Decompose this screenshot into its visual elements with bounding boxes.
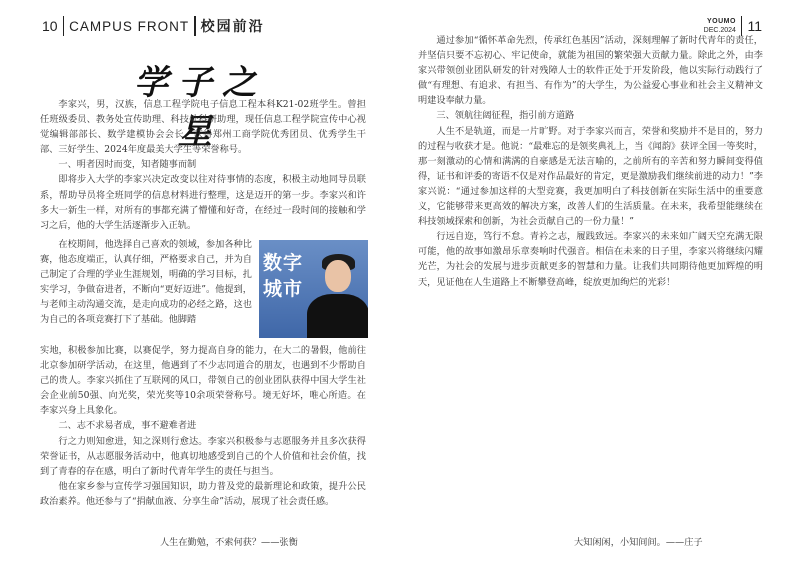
photo-sign [263, 250, 303, 302]
header-divider [63, 16, 65, 36]
paragraph: 人生不是轨道，而是一片旷野。对于李家兴而言，荣誉和奖励并不是目的，努力的过程与收获才是。他说：“最难忘的是领奖典礼上，当《闻韵》获评全国一等奖时，那一刻激动的心情和满满的自豪感是无法言喻的，之前所有的辛苦和努力瞬间变得值得，证书和评委的寄语不仅是对作品最好的肯定，更是激励我们继续前进的动力！”李家兴说：“通过参加这样的大型竞赛，我更加明白了科技创新在实际生活中的重要意义，它能够带来更高效的解决方案，改善人们的生活质量。在未来，我希望能继续在科技领域探索和创新，为社会贡献自己的一份力量！” [418, 125, 763, 228]
photo-sign-line: 数字 [263, 252, 304, 274]
article-title: 学子之星 [134, 63, 266, 152]
paragraph: 他在家乡参与宣传学习强国知识，助力普及党的最新理论和政策，提升公民政治素养。他还参与了“捐献血液、分享生命”活动，展现了社会责任感。 [40, 480, 366, 507]
issue-date: DEC.2024 [703, 27, 736, 34]
right-text [418, 33, 763, 290]
left-text-bottom [40, 343, 366, 509]
section-heading: 三、领航往阔征程，指引前方道路 [436, 110, 575, 122]
paragraph: 行远自迩，笃行不怠。青衿之志，履践致远。李家兴的未来如广阔天空充满无限可能，他的故事如激昂乐章奏响时代强音。相信在未来的日子里，李家兴将继续闪耀光芒，为社会的发展与进步贡献更多的智慧和力量。让我们共同期待他更加辉煌的明天，见证他在人生道路上不断攀登高峰，绽放更加绚烂的光彩！ [418, 231, 763, 288]
left-footer-quote: 人生在勤勉，不索何获？——张衡 [160, 537, 298, 548]
section-name-cn: 校园前沿 [200, 19, 265, 35]
paragraph: 李家兴，男，汉族，信息工程学院电子信息工程本科K21-02班学生。曾担任班级委员、教务处宣传助理、科技处科研助理，现任信息工程学院宣传中心视觉编辑部部长、数学建模协会会长。获得郑州工商学院优秀团员、优秀学生干部、三好学生、2024年度最美大学生等荣誉称号。 [40, 99, 366, 156]
section-name-en: CAMPUS FRONT [69, 18, 190, 34]
paragraph: 通过参加“循怀革命先烈，传承红色基因”活动，深刻理解了新时代青年的责任，并坚信只要不忘初心、牢记使命，就能为祖国的繁荣强大贡献力量。除此之外，由李家兴带领创业团队研发的针对残障人士的软件正处于开发阶段，他以实际行动践行了做“有理想、有追求、有担当、有作为”的大学生，为公益爱心事业和社会主义精神文明建设奉献力量。 [418, 35, 763, 107]
left-page-number: 10 [42, 18, 58, 34]
right-footer-quote: 大知闲闲，小知间间。——庄子 [574, 537, 703, 548]
paragraph: 在校期间，他选择自己喜欢的领域，参加各种比赛，他态度端正，认真仔细，严格要求自己，并为自己制定了合理的学业生涯规划，明确的学习目标，扎实学习，争做奋进者，不断向“更好迈进”。他提到，与老师主动沟通交流，是走向成功的必经之路，这也为自己的各项竞赛打下了基础。他脚踏 [40, 239, 252, 326]
left-text-mid [40, 237, 252, 328]
left-text-top [40, 97, 366, 233]
left-header [42, 14, 265, 38]
section-heading: 二、志不求易者成，事不避难者进 [58, 420, 197, 432]
paragraph: 即将步入大学的李家兴决定改变以往对待事情的态度，积极主动地同导员联系，帮助导员将全班同学的信息材料进行整理，这是迈开的第一步。李家兴和许多大一新生一样，对所有的事都充满了懵懂和好奇，在经过一段时间的接触和学习之后，他的大学生活逐渐步入正轨。 [40, 174, 366, 231]
photo-face [325, 260, 351, 292]
photo-body [307, 294, 368, 338]
paragraph: 实地，积极参加比赛，以赛促学，努力提高自身的能力，在大二的暑假，他前往北京参加研学活动，在这里，他遇到了不少志同道合的朋友，也遇到不少帮助自己的贵人。李家兴抓住了互联网的风口，带领自己的创业团队获得中国大学生社会企业前50强、向光奖，荣光奖等10余项荣誉称号。境无好坏，唯心所造。在李家兴身上具象化。 [40, 345, 366, 417]
header-divider [194, 16, 196, 36]
section-heading: 一、明者因时而变，知者随事而制 [58, 159, 197, 171]
paragraph: 行之力则知愈进，知之深则行愈达。李家兴积极参与志愿服务并且多次获得荣誉证书，从志愿服务活动中，他真切地感受到自己的个人价值和社会价值，找到了青春的存在感，明白了新时代青年学生的责任与担当。 [40, 435, 366, 477]
right-page-number: 11 [747, 18, 762, 34]
student-photo [259, 240, 368, 338]
photo-sign-line: 城市 [263, 278, 304, 300]
brand-name: YOUMO [707, 18, 736, 25]
